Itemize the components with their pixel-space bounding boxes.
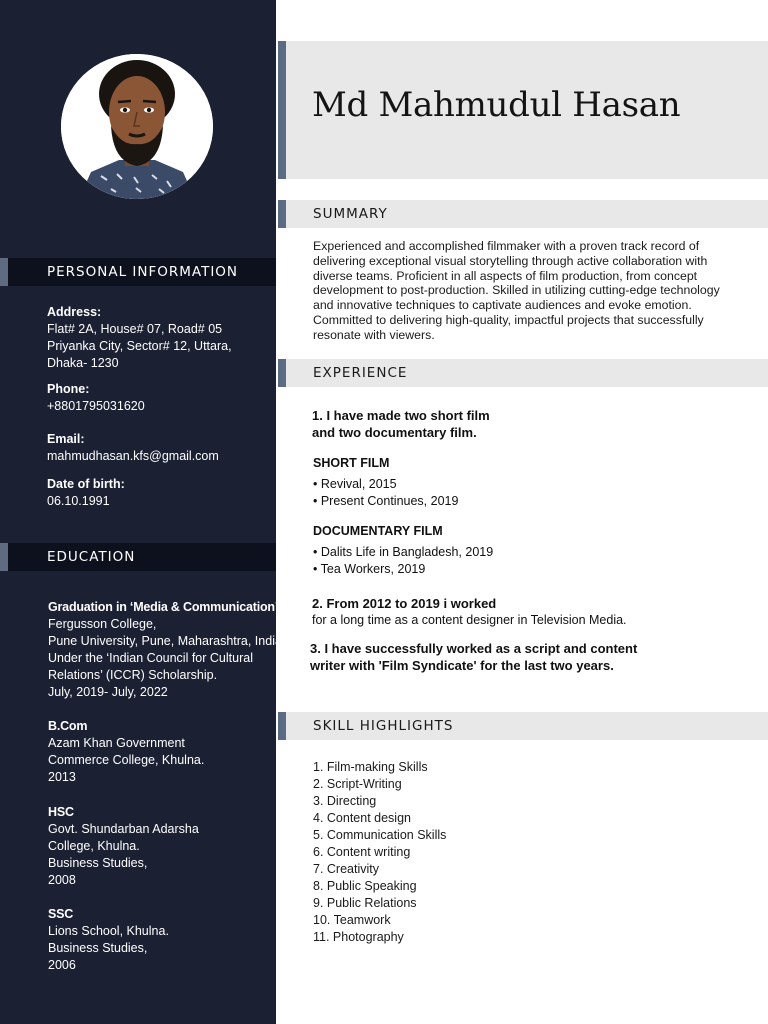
skill-item: 1. Film-making Skills bbox=[313, 760, 428, 774]
education-line: College, Khulna. bbox=[48, 839, 140, 853]
education-line: Business Studies, bbox=[48, 941, 148, 955]
education-title: HSC bbox=[48, 805, 74, 819]
summary-line: and innovative techniques to captivate audiences and evoke emotion. bbox=[313, 298, 692, 313]
skill-item: 2. Script-Writing bbox=[313, 777, 402, 791]
experience-point-line: writer with 'Film Syndicate' for the last two years. bbox=[310, 658, 614, 673]
email-block bbox=[47, 431, 272, 465]
skills-heading-text: SKILL HIGHLIGHTS bbox=[313, 718, 454, 734]
skill-item: 6. Content writing bbox=[313, 845, 411, 859]
education-line: July, 2019- July, 2022 bbox=[48, 685, 168, 699]
documentary-section bbox=[313, 523, 493, 578]
skill-item: 3. Directing bbox=[313, 794, 377, 808]
dob-label: Date of birth: bbox=[47, 477, 125, 491]
education-entry-graduation bbox=[48, 599, 282, 701]
short-film-heading: SHORT FILM bbox=[313, 456, 390, 470]
summary-text bbox=[313, 239, 753, 343]
education-heading-text: EDUCATION bbox=[47, 549, 136, 565]
phone-block bbox=[47, 381, 272, 415]
summary-heading bbox=[278, 200, 768, 228]
education-line: Business Studies, bbox=[48, 856, 148, 870]
summary-line: Experienced and accomplished filmmaker with a proven track record of bbox=[313, 239, 700, 253]
heading-accent-bar bbox=[278, 200, 286, 228]
heading-accent-bar bbox=[0, 258, 8, 286]
heading-accent-bar bbox=[0, 543, 8, 571]
short-film-item: • Present Continues, 2019 bbox=[313, 494, 459, 508]
education-title: Graduation in ‘Media & Communication’ bbox=[48, 600, 279, 614]
personal-information-heading-text: PERSONAL INFORMATION bbox=[47, 264, 239, 280]
skill-item: 9. Public Relations bbox=[313, 896, 417, 910]
documentary-item: • Dalits Life in Bangladesh, 2019 bbox=[313, 545, 494, 559]
header-accent-bar bbox=[278, 41, 286, 179]
dob-block bbox=[47, 476, 272, 510]
short-film-section bbox=[313, 455, 458, 510]
summary-line: Committed to delivering high-quality, impactful projects that successfully bbox=[313, 312, 704, 327]
experience-point-line: and two documentary film. bbox=[312, 425, 477, 440]
education-line: 2006 bbox=[48, 958, 76, 972]
skill-item: 7. Creativity bbox=[313, 862, 379, 876]
phone-label: Phone: bbox=[47, 382, 90, 396]
education-entry-ssc bbox=[48, 906, 276, 974]
education-line: 2013 bbox=[48, 770, 76, 784]
education-line: Lions School, Khulna. bbox=[48, 924, 169, 938]
education-line: Relations’ (ICCR) Scholarship. bbox=[48, 668, 218, 682]
short-film-item: • Revival, 2015 bbox=[313, 477, 397, 491]
heading-accent-bar bbox=[278, 359, 286, 387]
education-title: SSC bbox=[48, 907, 74, 921]
heading-accent-bar bbox=[278, 712, 286, 740]
experience-point-title: 2. From 2012 to 2019 i worked bbox=[312, 596, 497, 611]
education-line: Azam Khan Government bbox=[48, 736, 185, 750]
personal-information-heading bbox=[0, 258, 276, 286]
education-line: Fergusson College, bbox=[48, 617, 157, 631]
dob-value: 06.10.1991 bbox=[47, 494, 110, 508]
education-line: 2008 bbox=[48, 873, 76, 887]
documentary-heading: DOCUMENTARY FILM bbox=[313, 524, 443, 538]
summary-line: delivering exceptional visual storytelling through active collaboration with bbox=[313, 253, 708, 268]
experience-point-line: 1. I have made two short film bbox=[312, 408, 490, 423]
documentary-item: • Tea Workers, 2019 bbox=[313, 562, 426, 576]
summary-line: resonate with viewers. bbox=[313, 327, 435, 342]
summary-heading-text: SUMMARY bbox=[313, 206, 388, 222]
phone-value: +8801795031620 bbox=[47, 399, 145, 413]
skill-item: 8. Public Speaking bbox=[313, 879, 417, 893]
experience-heading-text: EXPERIENCE bbox=[313, 365, 408, 381]
skill-item: 11. Photography bbox=[313, 930, 404, 944]
skill-item: 10. Teamwork bbox=[313, 913, 391, 927]
experience-heading bbox=[278, 359, 768, 387]
experience-point-text: for a long time as a content designer in Television Media. bbox=[312, 613, 627, 627]
education-line: Govt. Shundarban Adarsha bbox=[48, 822, 199, 836]
sidebar bbox=[0, 0, 282, 1024]
skill-item: 5. Communication Skills bbox=[313, 828, 447, 842]
education-line: Commerce College, Khulna. bbox=[48, 753, 205, 767]
skills-heading bbox=[278, 712, 768, 740]
education-title: B.Com bbox=[48, 719, 88, 733]
education-entry-hsc bbox=[48, 804, 276, 889]
address-block bbox=[47, 304, 272, 372]
profile-photo bbox=[61, 54, 213, 199]
address-line: Flat# 2A, House# 07, Road# 05 bbox=[47, 322, 223, 336]
name-header bbox=[278, 41, 768, 179]
skill-item: 4. Content design bbox=[313, 811, 411, 825]
experience-point-1 bbox=[312, 407, 490, 441]
address-label: Address: bbox=[47, 305, 102, 319]
experience-point-3 bbox=[310, 640, 637, 674]
experience-point-line: 3. I have successfully worked as a script and content bbox=[310, 641, 638, 656]
summary-line: diverse teams. Proficient in all aspects of film production, from concept bbox=[313, 268, 698, 283]
education-line: Pune University, Pune, Maharashtra, India bbox=[48, 634, 282, 648]
full-name: Md Mahmudul Hasan bbox=[312, 85, 681, 125]
education-heading bbox=[0, 543, 276, 571]
address-line: Dhaka- 1230 bbox=[47, 356, 119, 370]
skills-list bbox=[313, 759, 446, 946]
address-line: Priyanka City, Sector# 12, Uttara, bbox=[47, 339, 232, 353]
summary-line: development to post-production. Skilled in utilizing cutting-edge technology bbox=[313, 283, 720, 298]
experience-point-2 bbox=[312, 595, 627, 629]
email-label: Email: bbox=[47, 432, 85, 446]
education-entry-bcom bbox=[48, 718, 276, 786]
email-value: mahmudhasan.kfs@gmail.com bbox=[47, 449, 219, 463]
education-line: Under the ‘Indian Council for Cultural bbox=[48, 651, 253, 665]
